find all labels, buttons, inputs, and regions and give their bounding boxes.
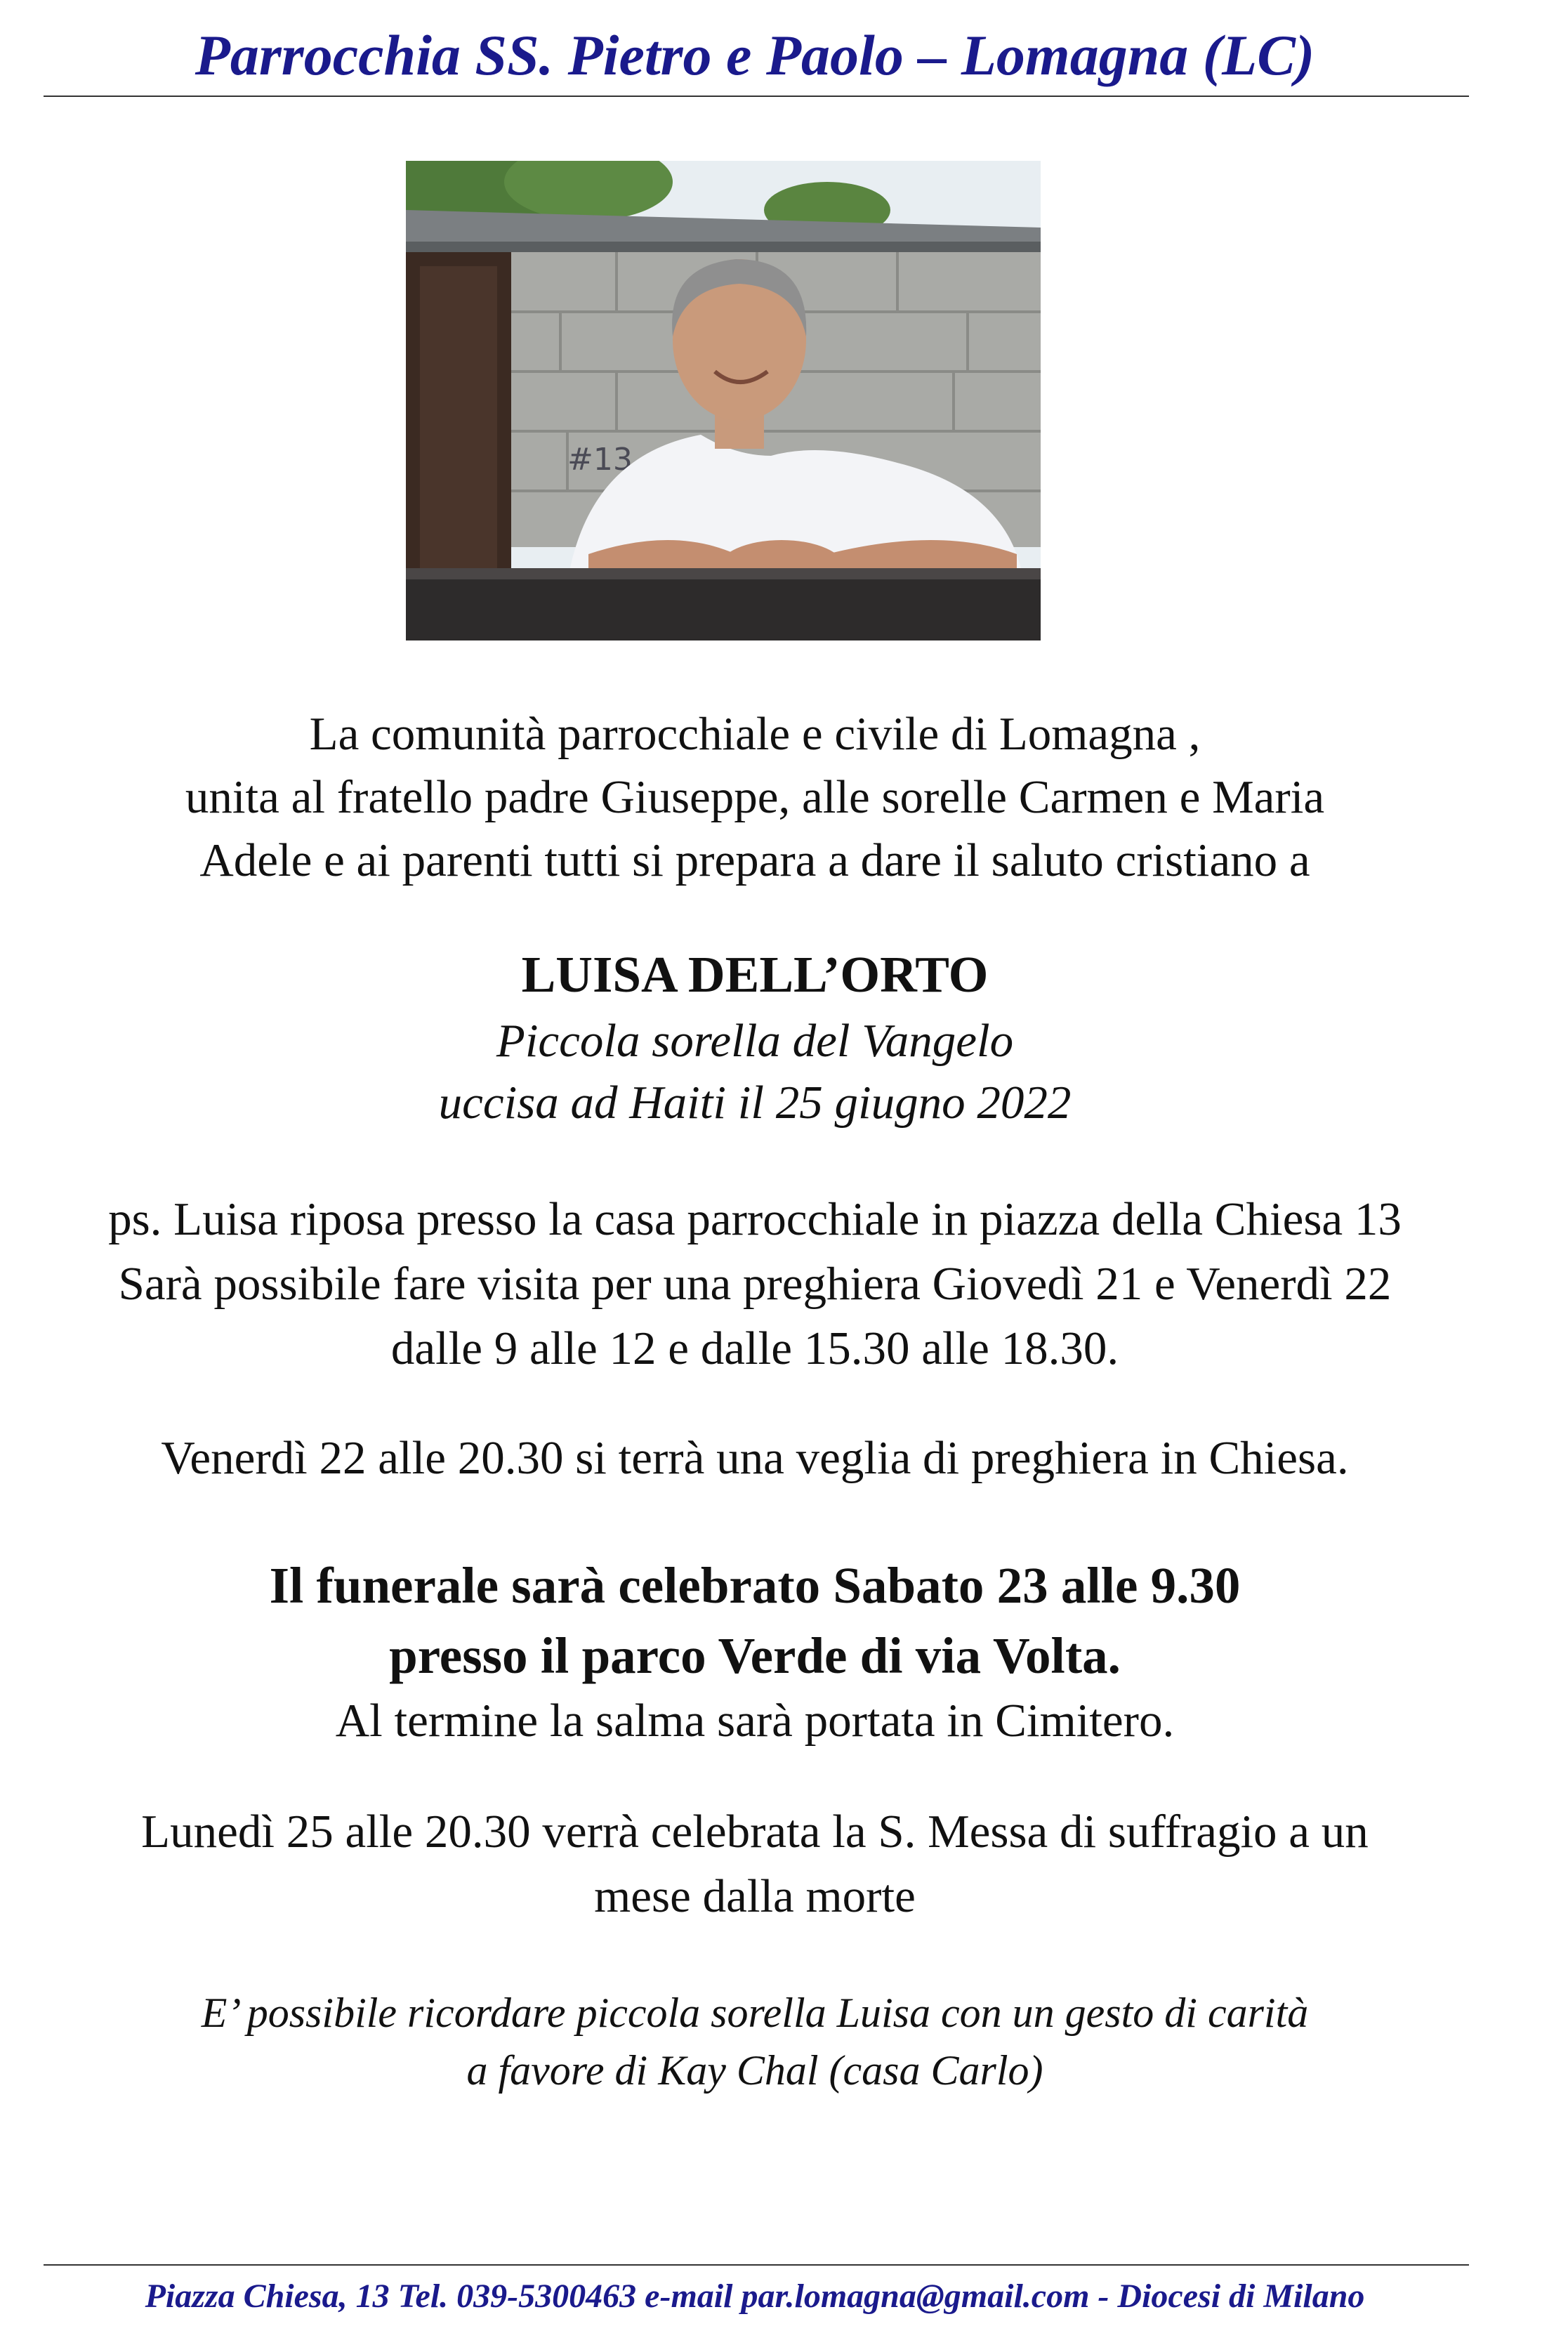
intro-line: unita al fratello padre Giuseppe, alle sorelle Carmen e Maria: [185, 771, 1325, 823]
funeral-line: Il funerale sarà celebrato Sabato 23 alle 9.30: [269, 1557, 1241, 1614]
footer-contact: Piazza Chiesa, 13 Tel. 039-5300463 e-mail par.lomagna@gmail.com - Diocesi di Milano: [145, 2278, 1365, 2315]
funeral-note: [0, 1689, 1510, 1752]
charity-paragraph: [0, 1984, 1510, 2099]
vigil-paragraph: [0, 1426, 1510, 1490]
visit-paragraph: [0, 1187, 1510, 1381]
charity-line: E’ possibile ricordare piccola sorella Luisa con un gesto di carità: [201, 1990, 1309, 2036]
intro-paragraph: [0, 702, 1510, 892]
charity-line: a favore di Kay Chal (casa Carlo): [466, 2047, 1043, 2094]
svg-text:#13: #13: [567, 442, 633, 478]
intro-line: Adele e ai parenti tutti si prepara a dare il saluto cristiano a: [199, 834, 1310, 886]
mass-line: mese dalla morte: [594, 1870, 916, 1922]
header-divider: [44, 96, 1469, 97]
visit-line: Sarà possibile fare visita per una preghiera Giovedì 21 e Venerdì 22: [118, 1258, 1392, 1310]
deceased-name: [0, 941, 1510, 1008]
portrait-photo: [406, 161, 1041, 640]
visit-line: dalle 9 alle 12 e dalle 15.30 alle 18.30.: [390, 1322, 1119, 1374]
page-title: Parrocchia SS. Pietro e Paolo – Lomagna (LC): [195, 23, 1315, 87]
footer-divider: [44, 2264, 1469, 2266]
deceased-subtitle: [0, 1010, 1510, 1134]
deceased-role: Piccola sorella del Vangelo: [496, 1015, 1014, 1067]
deceased-death: uccisa ad Haiti il 25 giugno 2022: [438, 1077, 1072, 1129]
funeral-note-text: Al termine la salma sarà portata in Cimitero.: [335, 1695, 1175, 1747]
intro-line: La comunità parrocchiale e civile di Lomagna ,: [309, 708, 1201, 760]
vigil-text: Venerdì 22 alle 20.30 si terrà una veglia di preghiera in Chiesa.: [161, 1432, 1349, 1484]
mass-paragraph: [0, 1799, 1510, 1929]
visit-line: ps. Luisa riposa presso la casa parrocchiale in piazza della Chiesa 13: [108, 1193, 1402, 1245]
mass-line: Lunedì 25 alle 20.30 verrà celebrata la S. Messa di suffragio a un: [141, 1806, 1369, 1858]
deceased-name-text: LUISA DELL’ORTO: [521, 946, 989, 1003]
funeral-line: presso il parco Verde di via Volta.: [389, 1627, 1121, 1684]
funeral-announcement: [0, 1551, 1510, 1691]
